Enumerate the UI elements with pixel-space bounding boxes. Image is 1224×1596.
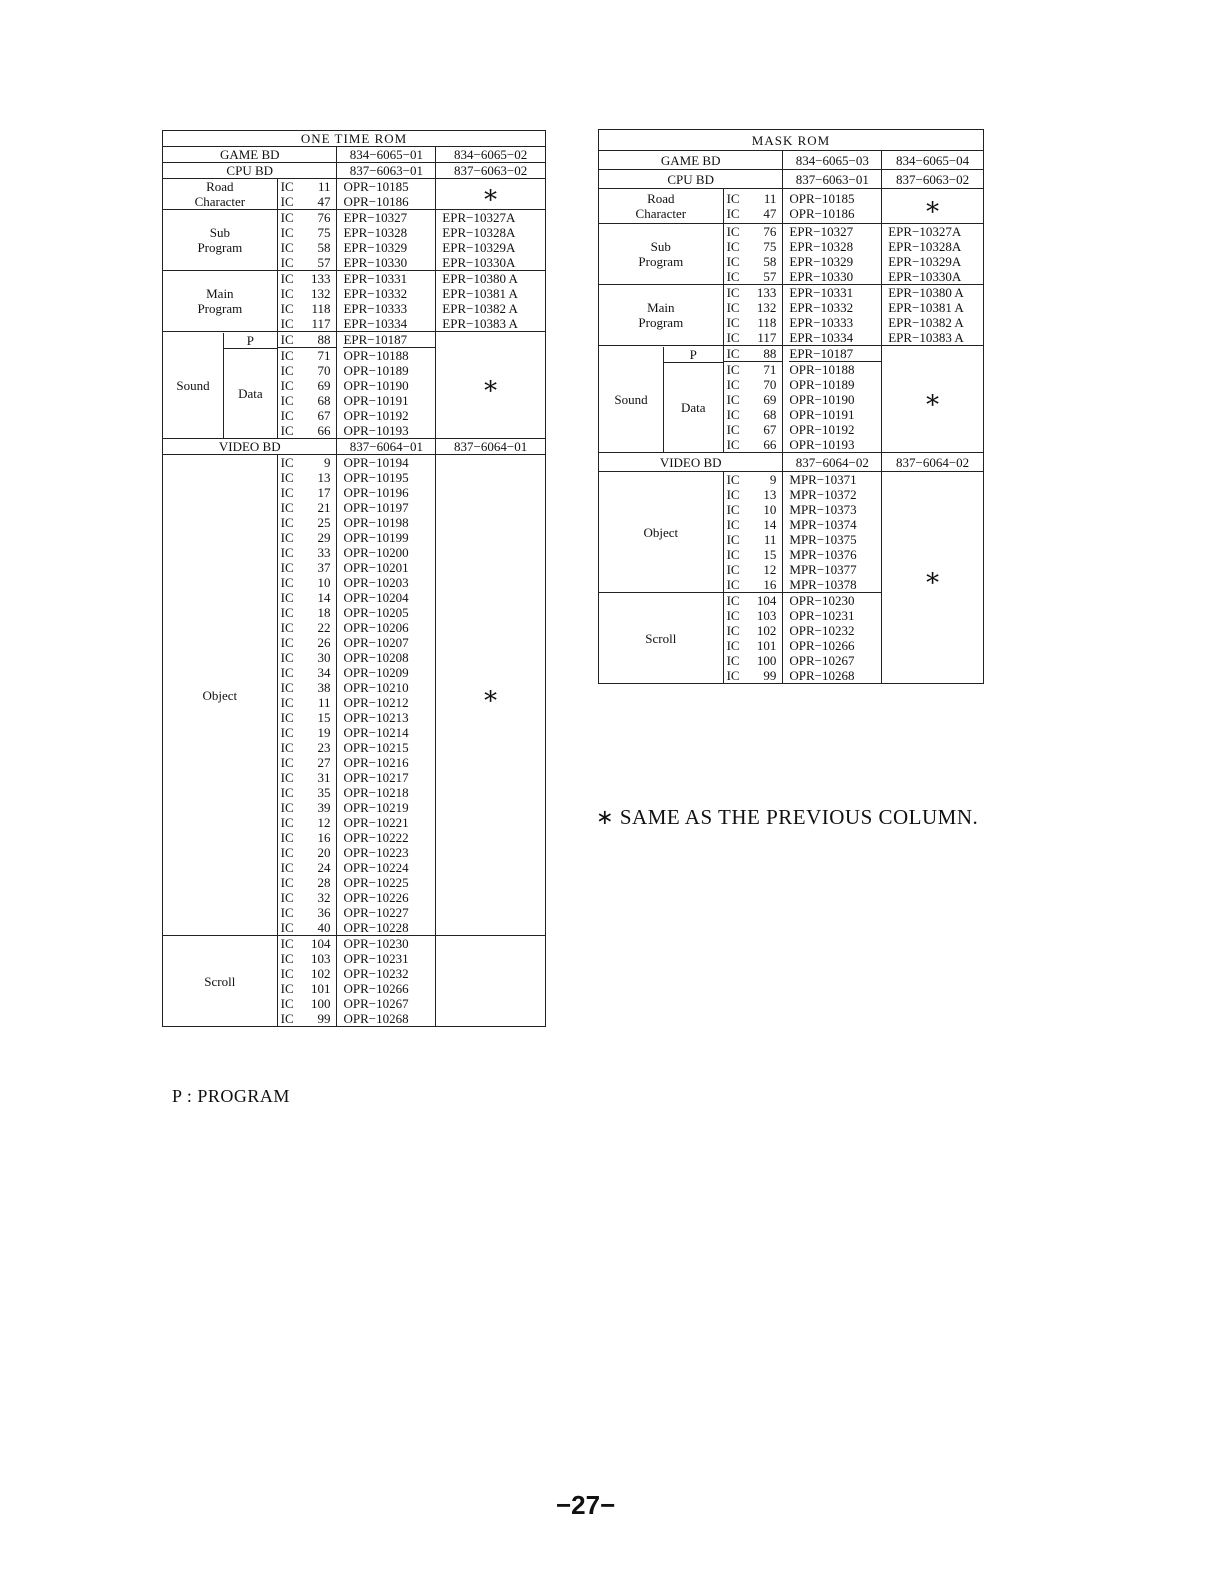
list-item: OPR−10222	[343, 830, 409, 845]
list-item: IC 26	[280, 635, 331, 650]
list-item: IC 9	[280, 455, 331, 470]
object-label: Object	[163, 455, 278, 936]
list-item: OPR−10216	[343, 755, 409, 770]
ic-list: IC 133 IC 132 IC 118 IC 117	[277, 271, 337, 332]
list-item: OPR−10203	[343, 575, 409, 590]
game-bd-col2: 834−6065−02	[436, 147, 546, 163]
program-label: P	[224, 333, 277, 349]
list-item: OPR−10223	[343, 845, 409, 860]
list-item: IC 104	[726, 593, 777, 608]
list-item: IC 16	[280, 830, 331, 845]
list-item: OPR−10266	[343, 981, 409, 996]
list-item: OPR−10266	[789, 638, 855, 653]
part-list: OPR−10185 OPR−10186	[337, 179, 436, 210]
list-item: MPR−10377	[789, 562, 857, 577]
part-list: EPR−10187 OPR−10188 OPR−10189 OPR−10190 OPR−10191 OPR−10192 OPR−10193	[337, 332, 436, 439]
list-item: IC 17	[280, 485, 331, 500]
list-item: OPR−10210	[343, 680, 409, 695]
list-item: OPR−10231	[789, 608, 855, 623]
list-item: OPR−10205	[343, 605, 409, 620]
data-label: Data	[238, 385, 263, 401]
cpu-bd-col2: 837−6063−02	[436, 163, 546, 179]
list-item: MPR−10371	[789, 472, 857, 487]
part-list-col2: EPR−10327A EPR−10328A EPR−10329A EPR−10330A	[436, 210, 546, 271]
ic-list: IC 133 IC 132 IC 118 IC 117	[723, 285, 783, 346]
list-item: MPR−10378	[789, 577, 857, 592]
sound-label: Sound	[163, 333, 224, 438]
list-item: IC 99	[726, 668, 777, 683]
road-character-label: Road Character	[163, 179, 278, 210]
part-list	[783, 472, 882, 593]
list-item: OPR−10231	[343, 951, 409, 966]
same-mark: ∗	[436, 455, 546, 936]
list-item: OPR−10196	[343, 485, 409, 500]
main-program-label: Main Program	[163, 271, 278, 332]
list-item: IC 32	[280, 890, 331, 905]
table-title: ONE TIME ROM	[163, 131, 546, 147]
list-item: OPR−10228	[343, 920, 409, 935]
list-item: IC 21	[280, 500, 331, 515]
list-item: IC 11	[280, 695, 331, 710]
same-mark: ∗	[882, 472, 984, 684]
list-item: IC 27	[280, 755, 331, 770]
list-item: IC 14	[280, 590, 331, 605]
list-item: IC 102	[726, 623, 777, 638]
list-item: OPR−10201	[343, 560, 409, 575]
list-item: MPR−10373	[789, 502, 857, 517]
list-item: OPR−10267	[343, 996, 409, 1011]
ic-list: IC 76 IC 75 IC 58 IC 57	[277, 210, 337, 271]
footnote-program: P : PROGRAM	[172, 1086, 290, 1106]
list-item: IC 12	[280, 815, 331, 830]
list-item: IC 38	[280, 680, 331, 695]
list-item: OPR−10225	[343, 875, 409, 890]
list-item: IC 104	[280, 936, 331, 951]
cpu-bd-col1: 837−6063−01	[337, 163, 436, 179]
cpu-bd-col1: 837−6063−01	[783, 170, 882, 189]
list-item: OPR−10218	[343, 785, 409, 800]
part-list-col2: EPR−10380 A EPR−10381 A EPR−10382 A EPR−10383 A	[436, 271, 546, 332]
scroll-label: Scroll	[599, 593, 724, 684]
list-item: OPR−10219	[343, 800, 409, 815]
list-item: OPR−10230	[789, 593, 855, 608]
video-bd-col2: 837−6064−02	[882, 453, 984, 472]
list-item: IC 103	[726, 608, 777, 623]
list-item: OPR−10213	[343, 710, 409, 725]
list-item: OPR−10206	[343, 620, 409, 635]
video-bd-label: VIDEO BD	[599, 453, 783, 472]
list-item: IC 22	[280, 620, 331, 635]
cpu-bd-label: CPU BD	[599, 170, 783, 189]
list-item: IC 24	[280, 860, 331, 875]
video-bd-col2: 837−6064−01	[436, 439, 546, 455]
cpu-bd-col2: 837−6063−02	[882, 170, 984, 189]
mask-rom-table	[598, 129, 984, 684]
list-item: IC 28	[280, 875, 331, 890]
sound-label-cell	[163, 332, 278, 439]
part-list: EPR−10187 OPR−10188 OPR−10189 OPR−10190 OPR−10191 OPR−10192 OPR−10193	[783, 346, 882, 453]
list-item: OPR−10199	[343, 530, 409, 545]
list-item: IC 100	[280, 996, 331, 1011]
part-list	[783, 593, 882, 684]
same-mark: ∗	[436, 332, 546, 439]
list-item: IC 35	[280, 785, 331, 800]
ic-list	[723, 593, 783, 684]
game-bd-label: GAME BD	[599, 151, 783, 170]
part-list-col2: EPR−10327A EPR−10328A EPR−10329A EPR−10330A	[882, 224, 984, 285]
ic-list: IC 11 IC 47	[277, 179, 337, 210]
list-item: OPR−10267	[789, 653, 855, 668]
ic-list	[723, 472, 783, 593]
list-item: OPR−10215	[343, 740, 409, 755]
video-bd-col1: 837−6064−01	[337, 439, 436, 455]
list-item: IC 29	[280, 530, 331, 545]
list-item: IC 10	[280, 575, 331, 590]
video-bd-label: VIDEO BD	[163, 439, 337, 455]
empty-cell	[436, 936, 546, 1027]
list-item: OPR−10200	[343, 545, 409, 560]
list-item: OPR−10194	[343, 455, 409, 470]
part-list: EPR−10331 EPR−10332 EPR−10333 EPR−10334	[337, 271, 436, 332]
list-item: OPR−10217	[343, 770, 409, 785]
game-bd-col1: 834−6065−01	[337, 147, 436, 163]
list-item: IC 20	[280, 845, 331, 860]
list-item: MPR−10375	[789, 532, 857, 547]
list-item: MPR−10372	[789, 487, 857, 502]
list-item: OPR−10204	[343, 590, 409, 605]
list-item: MPR−10374	[789, 517, 857, 532]
main-program-label: Main Program	[599, 285, 724, 346]
cpu-bd-label: CPU BD	[163, 163, 337, 179]
footnote-same-as-previous: ∗ SAME AS THE PREVIOUS COLUMN.	[596, 805, 979, 829]
part-list: OPR−10185 OPR−10186	[783, 189, 882, 224]
list-item: IC 103	[280, 951, 331, 966]
list-item: IC 33	[280, 545, 331, 560]
list-item: OPR−10212	[343, 695, 409, 710]
scroll-label: Scroll	[163, 936, 278, 1027]
part-list: EPR−10327 EPR−10328 EPR−10329 EPR−10330	[783, 224, 882, 285]
list-item: IC 101	[280, 981, 331, 996]
same-mark: ∗	[436, 179, 546, 210]
list-item: IC 14	[726, 517, 777, 532]
part-list	[337, 455, 436, 936]
ic-list	[277, 936, 337, 1027]
list-item: OPR−10232	[789, 623, 855, 638]
sound-label: Sound	[599, 347, 664, 452]
list-item: IC 25	[280, 515, 331, 530]
list-item: OPR−10224	[343, 860, 409, 875]
part-list	[337, 936, 436, 1027]
ic-list: IC 88 IC 71 IC 70 IC 69 IC 68 IC 67 IC 66	[723, 346, 783, 453]
video-bd-col1: 837−6064−02	[783, 453, 882, 472]
sub-program-label: Sub Program	[599, 224, 724, 285]
list-item: IC 99	[280, 1011, 331, 1026]
list-item: IC 36	[280, 905, 331, 920]
sub-program-label: Sub Program	[163, 210, 278, 271]
list-item: OPR−10226	[343, 890, 409, 905]
ic-list: IC 88 IC 71 IC 70 IC 69 IC 68 IC 67 IC 66	[277, 332, 337, 439]
game-bd-label: GAME BD	[163, 147, 337, 163]
data-label: Data	[681, 399, 706, 415]
table-title: MASK ROM	[599, 130, 984, 151]
list-item: IC 100	[726, 653, 777, 668]
list-item: IC 10	[726, 502, 777, 517]
list-item: IC 37	[280, 560, 331, 575]
list-item: IC 13	[280, 470, 331, 485]
list-item: IC 40	[280, 920, 331, 935]
list-item: IC 19	[280, 725, 331, 740]
list-item: OPR−10198	[343, 515, 409, 530]
list-item: IC 23	[280, 740, 331, 755]
list-item: OPR−10268	[343, 1011, 409, 1026]
list-item: IC 12	[726, 562, 777, 577]
list-item: OPR−10221	[343, 815, 409, 830]
list-item: IC 30	[280, 650, 331, 665]
same-mark: ∗	[882, 189, 984, 224]
ic-list: IC 76 IC 75 IC 58 IC 57	[723, 224, 783, 285]
page-number: −27−	[556, 1490, 616, 1520]
road-character-label: Road Character	[599, 189, 724, 224]
list-item: MPR−10376	[789, 547, 857, 562]
part-list: EPR−10327 EPR−10328 EPR−10329 EPR−10330	[337, 210, 436, 271]
ic-list: IC 11 IC 47	[723, 189, 783, 224]
list-item: IC 39	[280, 800, 331, 815]
list-item: OPR−10214	[343, 725, 409, 740]
part-list: EPR−10331 EPR−10332 EPR−10333 EPR−10334	[783, 285, 882, 346]
ic-list	[277, 455, 337, 936]
list-item: OPR−10207	[343, 635, 409, 650]
list-item: OPR−10230	[343, 936, 409, 951]
object-label: Object	[599, 472, 724, 593]
list-item: IC 16	[726, 577, 777, 592]
list-item: IC 9	[726, 472, 777, 487]
list-item: IC 34	[280, 665, 331, 680]
list-item: IC 15	[280, 710, 331, 725]
game-bd-col1: 834−6065−03	[783, 151, 882, 170]
list-item: OPR−10197	[343, 500, 409, 515]
list-item: OPR−10268	[789, 668, 855, 683]
list-item: OPR−10208	[343, 650, 409, 665]
list-item: IC 15	[726, 547, 777, 562]
same-mark: ∗	[882, 346, 984, 453]
list-item: IC 102	[280, 966, 331, 981]
list-item: OPR−10232	[343, 966, 409, 981]
list-item: IC 31	[280, 770, 331, 785]
program-label: P	[664, 347, 723, 363]
list-item: IC 13	[726, 487, 777, 502]
sound-label-cell	[599, 346, 724, 453]
list-item: OPR−10227	[343, 905, 409, 920]
list-item: OPR−10195	[343, 470, 409, 485]
one-time-rom-table	[162, 130, 546, 1027]
list-item: OPR−10209	[343, 665, 409, 680]
list-item: IC 18	[280, 605, 331, 620]
list-item: IC 11	[726, 532, 777, 547]
part-list-col2: EPR−10380 A EPR−10381 A EPR−10382 A EPR−10383 A	[882, 285, 984, 346]
game-bd-col2: 834−6065−04	[882, 151, 984, 170]
list-item: IC 101	[726, 638, 777, 653]
